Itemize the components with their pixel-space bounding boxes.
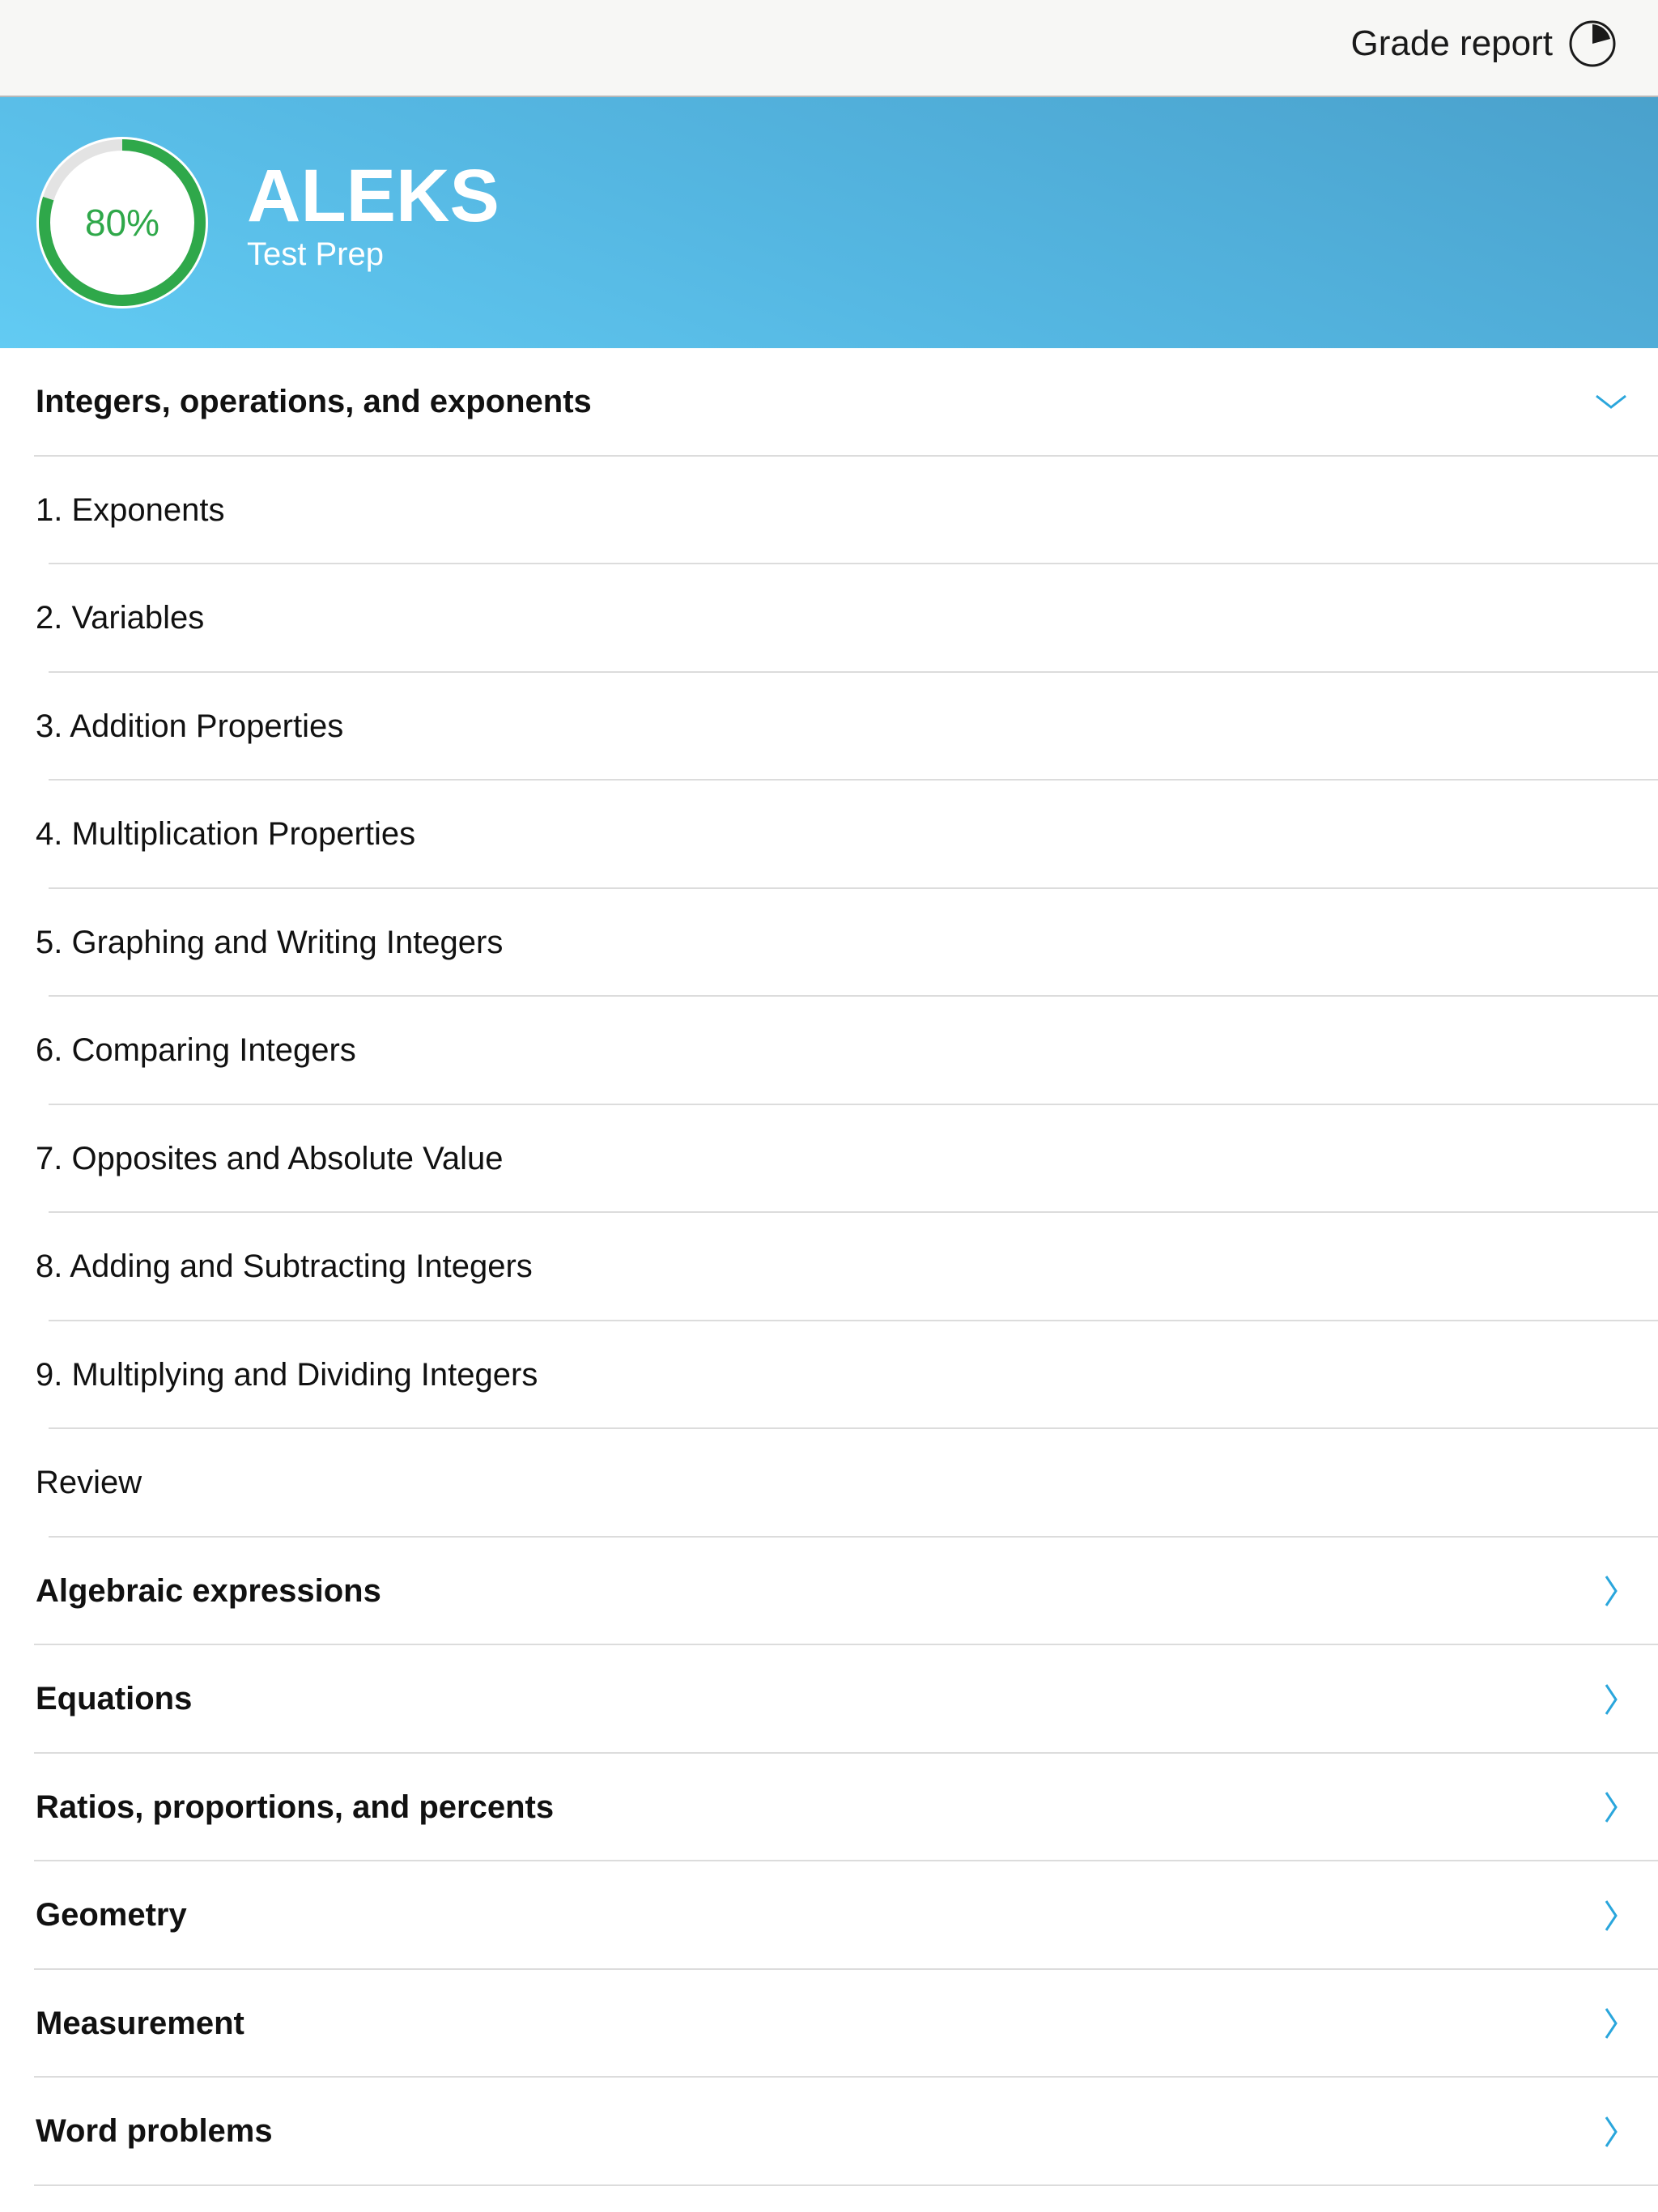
topic-review[interactable] bbox=[0, 1429, 1658, 1538]
section-title: Measurement bbox=[36, 2005, 244, 2041]
chevron-right-icon bbox=[1592, 1572, 1630, 1610]
section-equations[interactable] bbox=[0, 1645, 1658, 1754]
section-word-problems[interactable] bbox=[0, 2078, 1658, 2186]
grade-report-label: Grade report bbox=[1350, 23, 1553, 63]
app-title: ALEKS bbox=[247, 155, 500, 237]
topic-title: 4. Multiplication Properties bbox=[36, 816, 416, 853]
topic-title: 3. Addition Properties bbox=[36, 708, 344, 744]
section-geometry[interactable] bbox=[0, 1861, 1658, 1970]
course-outline bbox=[0, 348, 1658, 2186]
topic-comparing-integers[interactable] bbox=[0, 997, 1658, 1105]
section-title: Ratios, proportions, and percents bbox=[36, 1789, 555, 1825]
app-subtitle: Test Prep bbox=[247, 236, 384, 272]
grade-report-button[interactable] bbox=[1351, 18, 1618, 70]
topic-title: 1. Exponents bbox=[36, 491, 225, 528]
section-title: Word problems bbox=[36, 2113, 273, 2150]
topic-adding-subtracting-integers[interactable] bbox=[0, 1213, 1658, 1321]
topic-title: 2. Variables bbox=[36, 600, 205, 636]
topic-variables[interactable] bbox=[0, 564, 1658, 673]
chevron-down-icon bbox=[1592, 383, 1630, 422]
section-title: Integers, operations, and exponents bbox=[36, 384, 592, 420]
section-title: Algebraic expressions bbox=[36, 1572, 381, 1609]
course-header bbox=[0, 97, 1658, 348]
chevron-right-icon bbox=[1592, 1680, 1630, 1719]
topic-title: 5. Graphing and Writing Integers bbox=[36, 924, 504, 960]
topic-multiplication-properties[interactable] bbox=[0, 781, 1658, 889]
topic-addition-properties[interactable] bbox=[0, 673, 1658, 781]
chevron-right-icon bbox=[1592, 2112, 1630, 2151]
top-bar bbox=[0, 0, 1658, 97]
topic-exponents[interactable] bbox=[0, 457, 1658, 565]
chevron-right-icon bbox=[1592, 2004, 1630, 2043]
topic-title: 7. Opposites and Absolute Value bbox=[36, 1140, 504, 1176]
topic-title: 6. Comparing Integers bbox=[36, 1032, 356, 1069]
chevron-right-icon bbox=[1592, 1788, 1630, 1827]
topic-title: 9. Multiplying and Dividing Integers bbox=[36, 1356, 538, 1393]
section-title: Geometry bbox=[36, 1897, 187, 1933]
topic-title: Review bbox=[36, 1465, 142, 1501]
topic-opposites-absolute-value[interactable] bbox=[0, 1105, 1658, 1214]
topic-multiplying-dividing-integers[interactable] bbox=[0, 1321, 1658, 1430]
topic-title: 8. Adding and Subtracting Integers bbox=[36, 1249, 533, 1285]
progress-percent: 80% bbox=[84, 202, 160, 244]
topic-graphing-writing-integers[interactable] bbox=[0, 889, 1658, 998]
chevron-right-icon bbox=[1592, 1896, 1630, 1935]
section-integers-operations-exponents[interactable] bbox=[0, 348, 1658, 457]
progress-ring bbox=[34, 134, 210, 311]
section-measurement[interactable] bbox=[0, 1970, 1658, 2078]
section-title: Equations bbox=[36, 1681, 193, 1717]
section-algebraic-expressions[interactable] bbox=[0, 1538, 1658, 1646]
section-ratios-proportions-percents[interactable] bbox=[0, 1754, 1658, 1862]
pie-chart-icon bbox=[1567, 19, 1618, 69]
